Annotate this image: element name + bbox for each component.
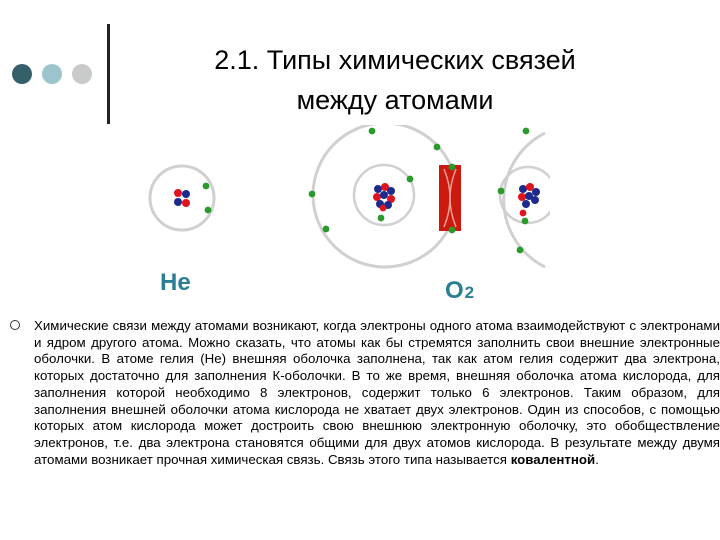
oxygen-atom-left <box>309 125 457 267</box>
oxygen-electron <box>434 144 441 151</box>
helium-orbit <box>150 166 214 230</box>
decoration-dot-grey <box>72 64 92 84</box>
oxygen-electron <box>369 128 376 135</box>
body-paragraph-text: Химические связи между атомами возникают, когда электроны одного атома взаимодействуют с электронами и ядром другого атома. Можно сказать, что атомы как бы стремятся заполнить свои внешние электронные оболочки. В атоме гелия (He) внешняя оболочка заполнена, так как атом гелия содержит два электрона, которых достаточно для заполнения К-оболочки. В то же время, внешняя оболочка атома кислорода, для заполнения которой необходимо 8 электронов, содержит только 6 электронов. Таким образом, для заполнения внешней оболочки атома кислорода не хватает двух электронов. Один из способов, с помощью которых атом кислорода может достроить свою внешнюю электронную оболочку, это обобществление электронов, т.е. два электрона становятся общими для двух атомов кислорода. В результате между двумя атомами возникает прочная химическая связь. Связь этого типа называется <box>34 318 720 467</box>
oxygen-electron <box>498 188 505 195</box>
oxygen-electron <box>522 218 529 225</box>
slide-title <box>130 40 660 120</box>
oxygen-electron <box>380 205 387 212</box>
slide-decoration-dots <box>12 64 96 86</box>
slide-title-line-1: 2.1. Типы химических связей <box>214 45 576 75</box>
title-divider <box>107 24 110 124</box>
body-paragraph <box>34 318 720 468</box>
shared-electron <box>449 164 456 171</box>
helium-electron <box>205 207 212 214</box>
oxygen-electron <box>407 176 414 183</box>
emphasis-term: ковалентной <box>510 451 596 467</box>
helium-electron <box>203 183 210 190</box>
oxygen-right-nucleus <box>518 183 540 208</box>
helium-label: He <box>160 269 191 296</box>
decoration-dot-dark <box>12 64 32 84</box>
atom-diagram <box>140 125 550 305</box>
oxygen-electron <box>323 226 330 233</box>
oxygen-label <box>445 277 474 304</box>
oxygen-electron <box>378 215 385 222</box>
paragraph-end: . <box>595 451 599 467</box>
slide-title-line-2: между атомами <box>296 85 494 115</box>
oxygen-electron <box>520 210 527 217</box>
helium-atom <box>150 166 214 230</box>
shared-electron <box>449 227 456 234</box>
oxygen-label-symbol: O <box>445 277 464 304</box>
oxygen-electron <box>309 191 316 198</box>
oxygen-atom-right <box>498 128 550 267</box>
oxygen-electron <box>523 128 530 135</box>
oxygen-label-subscript: 2 <box>464 283 475 302</box>
decoration-dot-light <box>42 64 62 84</box>
bullet-marker <box>10 320 20 330</box>
covalent-bond <box>439 164 461 234</box>
oxygen-electron <box>517 247 524 254</box>
helium-nucleus <box>174 189 190 207</box>
